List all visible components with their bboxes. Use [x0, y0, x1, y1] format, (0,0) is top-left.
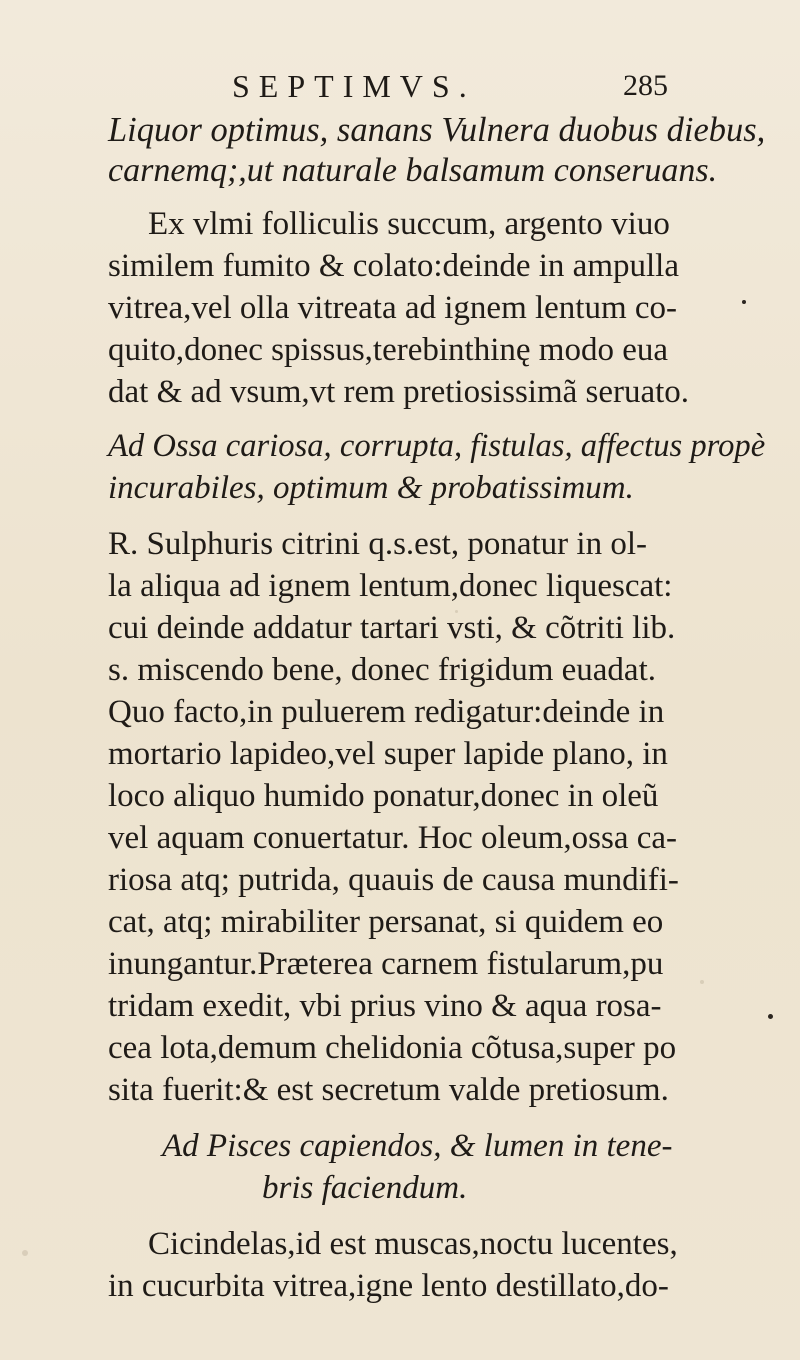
- ink-dot: [768, 1014, 773, 1019]
- recipe-body-line: riosa atq; putrida, quauis de causa mundifi-: [108, 862, 679, 898]
- recipe-heading-line: incurabiles, optimum & probatissimum.: [108, 470, 634, 506]
- recipe-body-line: s. miscendo bene, donec frigidum euadat.: [108, 652, 656, 688]
- recipe-body-line: cea lota,demum chelidonia cõtusa,super po: [108, 1030, 677, 1066]
- recipe-heading-line: carnemq;,ut naturale balsamum conseruans.: [108, 152, 718, 189]
- recipe-body-line: vel aquam conuertatur. Hoc oleum,ossa ca-: [108, 820, 678, 856]
- recipe-body-line: la aliqua ad ignem lentum,donec liquescat:: [108, 568, 673, 604]
- recipe-body-line: quito,donec spissus,terebinthinę modo eua: [108, 332, 668, 368]
- recipe-body-line: cat, atq; mirabiliter persanat, si quidem eo: [108, 904, 664, 940]
- recipe-heading-line: Ad Pisces capiendos, & lumen in tene-: [162, 1128, 673, 1164]
- running-title: SEPTIMVS.: [232, 68, 476, 104]
- recipe-body-line: Ex vlmi folliculis succum, argento viuo: [148, 206, 670, 242]
- recipe-body-line: R. Sulphuris citrini q.s.est, ponatur in ol-: [108, 526, 647, 562]
- recipe-body-line: dat & ad vsum,vt rem pretiosissimã seruato.: [108, 374, 690, 410]
- page-header: [0, 66, 800, 106]
- recipe-body-line: loco aliquo humido ponatur,donec in oleũ: [108, 778, 659, 814]
- recipe-heading-line: Liquor optimus, sanans Vulnera duobus diebus,: [108, 110, 766, 149]
- recipe-body-line: in cucurbita vitrea,igne lento destillato,do-: [108, 1268, 669, 1304]
- paper-speck: [22, 1250, 28, 1256]
- recipe-body-line: cui deinde addatur tartari vsti, & cõtriti lib.: [108, 610, 676, 646]
- page-number: 285: [623, 69, 668, 102]
- recipe-body-line: inungantur.Præterea carnem fistularum,pu: [108, 946, 664, 982]
- recipe-body-line: Quo facto,in puluerem redigatur:deinde in: [108, 694, 665, 730]
- recipe-body-line: mortario lapideo,vel super lapide plano, in: [108, 736, 668, 772]
- recipe-body-line: vitrea,vel olla vitreata ad ignem lentum co-: [108, 290, 678, 326]
- ink-dot: [742, 300, 746, 304]
- recipe-heading-line: Ad Ossa cariosa, corrupta, fistulas, affectus propè: [108, 428, 766, 464]
- recipe-body-line: tridam exedit, vbi prius vino & aqua rosa-: [108, 988, 662, 1024]
- recipe-body-line: sita fuerit:& est secretum valde pretiosum.: [108, 1072, 669, 1108]
- recipe-heading-line: bris faciendum.: [262, 1170, 468, 1206]
- paper-speck: [700, 980, 704, 984]
- recipe-body-line: similem fumito & colato:deinde in ampulla: [108, 248, 679, 284]
- recipe-body-line: Cicindelas,id est muscas,noctu lucentes,: [148, 1226, 678, 1262]
